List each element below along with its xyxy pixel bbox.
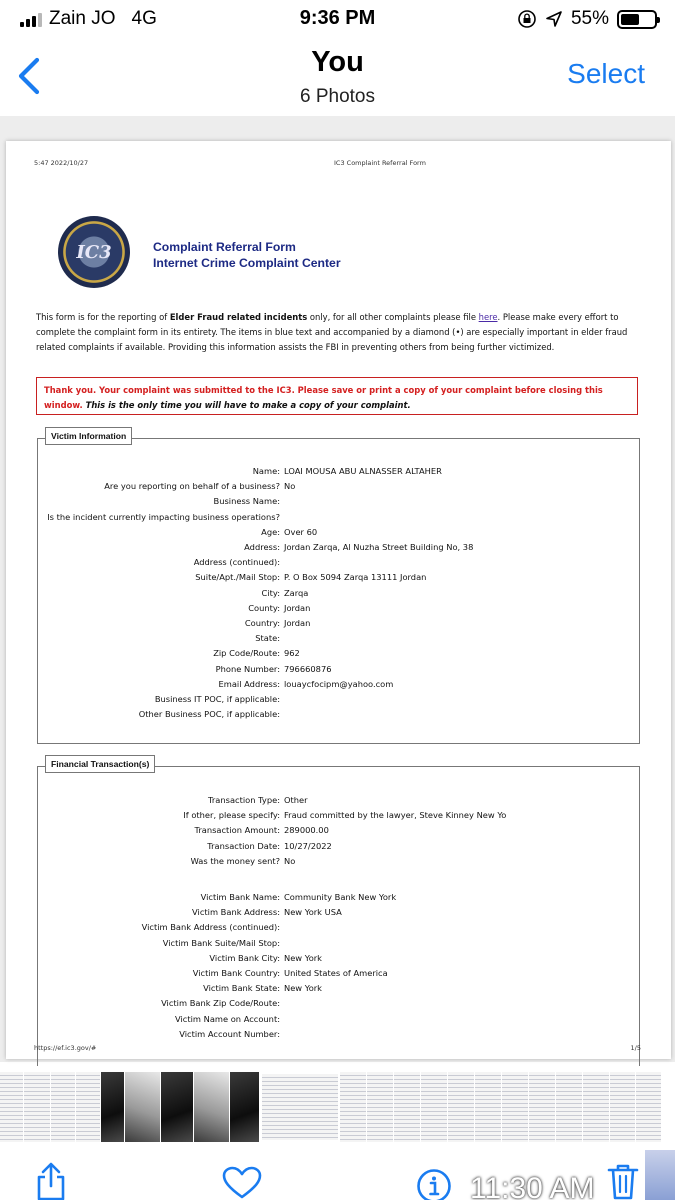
field-label: Victim Bank Country: [192,968,280,979]
form-field-row [38,555,639,570]
form-field-row [38,525,639,540]
field-value: No [284,481,296,492]
status-left [20,8,157,30]
field-label: Business Name: [213,496,280,507]
financial-fields [38,793,639,1042]
field-value: New York USA [284,907,342,918]
form-field-row [38,510,639,525]
field-label: Email Address: [218,678,280,689]
field-label: Victim Bank State: [203,983,280,994]
form-field-row [38,494,639,509]
field-value [280,555,550,570]
field-label: Name: [252,466,280,476]
thumbnail[interactable] [556,1072,583,1142]
field-label: Zip Code/Route: [213,648,280,659]
field-label: Transaction Type: [208,795,280,805]
transaction-fields [38,793,639,869]
form-field-row [38,839,639,854]
field-value: LOAI MOUSA ABU ALNASSER ALTAHER [284,466,442,476]
form-field-row [38,616,639,631]
field-value [280,936,550,951]
field-value: New York [284,952,322,963]
field-label: Address: [244,542,280,553]
field-label: Country: [244,618,280,629]
field-label: Victim Bank Name: [200,892,280,903]
thumbnail[interactable] [24,1072,51,1142]
field-label: Transaction Date: [207,840,280,851]
field-label: If other, please specify: [183,810,280,821]
form-field-row [38,905,639,920]
form-field-row [38,692,639,707]
form-field-row [38,1027,639,1042]
form-field-row [38,890,639,905]
form-field-row [38,951,639,966]
trash-icon[interactable] [606,1162,640,1200]
heart-icon[interactable] [222,1166,262,1200]
thumbnail[interactable] [636,1072,662,1142]
thumbnail[interactable] [529,1072,556,1142]
form-field-row [38,677,639,692]
field-label: Other Business POC, if applicable: [138,709,280,720]
form-field-row [38,920,639,935]
album-title: You [311,46,364,78]
form-field-row [38,540,639,555]
form-field-row [38,707,639,722]
submission-notice-dark: This is the only time you will have to make a copy of your complaint. [82,399,411,410]
form-title-line2: Internet Crime Complaint Center [153,256,341,270]
thumbnail[interactable] [194,1072,230,1142]
field-value: 289000.00 [284,825,329,836]
back-chevron-icon[interactable] [12,55,46,97]
select-button[interactable]: Select [567,58,645,89]
thumbnail[interactable] [448,1072,475,1142]
ic3-seal-logo [58,216,130,288]
field-value [280,692,550,707]
thumbnail[interactable] [125,1072,161,1142]
field-value: Zarqa [284,587,309,598]
form-field-row [38,570,639,585]
intro-text: This form is for the reporting of [36,312,170,322]
field-value [280,494,550,509]
field-label: Victim Bank Zip Code/Route: [161,998,280,1009]
thumbnail[interactable] [101,1072,125,1142]
info-icon[interactable] [416,1168,452,1200]
victim-fields [38,464,639,722]
field-label: Is the incident currently impacting business operations? [47,511,280,522]
field-value [280,631,550,646]
form-field-row [38,631,639,646]
field-value: P. O Box 5094 Zarqa 13111 Jordan [284,572,427,583]
thumbnail[interactable] [51,1072,76,1142]
form-intro-text [36,310,636,355]
thumbnail-selected[interactable] [260,1072,340,1142]
form-field-row [38,601,639,616]
field-label: Victim Bank Address: [192,907,280,918]
field-value: Fraud committed by the lawyer, Steve Kinney New Yo [284,810,507,821]
bottom-toolbar [0,1150,675,1200]
field-label: State: [255,633,280,644]
field-value [280,1027,550,1042]
field-label: Age: [261,526,280,537]
footer-url: https://ef.ic3.gov/# [34,1044,97,1052]
status-right [517,8,657,30]
thumbnail[interactable] [0,1072,24,1142]
thumbnail[interactable] [230,1072,260,1142]
form-field-row [38,966,639,981]
location-arrow-icon [545,10,563,28]
submission-notice [36,377,638,415]
form-field-row [38,793,639,808]
field-value: 796660876 [284,663,332,674]
field-label: County: [248,602,280,613]
form-field-row [38,936,639,951]
field-value: Other [284,795,308,805]
thumbnail[interactable] [610,1072,636,1142]
status-bar [0,0,675,40]
orientation-lock-icon [517,9,537,29]
victim-information-legend: Victim Information [45,427,132,445]
field-label: Victim Bank City: [209,952,280,963]
intro-bold-text: Elder Fraud related incidents [169,312,308,322]
photo-viewer[interactable] [0,116,675,1062]
thumbnail[interactable] [421,1072,448,1142]
field-value [280,920,550,935]
field-value [280,707,550,722]
field-value: 10/27/2022 [284,840,332,851]
field-value: Jordan [284,602,311,613]
field-label: Business IT POC, if applicable: [154,694,280,705]
financial-transactions-legend: Financial Transaction(s) [45,755,155,773]
field-label: Are you reporting on behalf of a business? [104,481,280,492]
field-value: Jordan [284,618,311,629]
carrier-name: Zain JO [49,8,116,29]
form-field-row [38,464,639,479]
battery-percent: 55% [570,8,609,29]
field-label: Victim Name on Account: [174,1013,280,1024]
form-field-row [38,854,639,869]
field-value: No [284,855,296,866]
thumbnail[interactable] [76,1072,101,1142]
form-field-row [38,586,639,601]
field-label: Address (continued): [193,557,280,568]
form-field-row [38,479,639,494]
screenshot-overlay-strip [645,1150,675,1200]
thumbnail[interactable] [502,1072,529,1142]
form-field-row [38,823,639,838]
document-footer [34,1044,641,1052]
field-value: Over 60 [284,526,318,537]
intro-link: here [478,312,498,322]
field-label: Was the money sent? [190,855,280,866]
footer-page-number: 1/5 [630,1044,641,1052]
thumbnail[interactable] [394,1072,421,1142]
print-title: IC3 Complaint Referral Form [334,159,426,167]
field-label: Transaction Amount: [194,825,280,836]
field-label: Phone Number: [215,663,280,674]
signal-strength-icon [20,11,42,27]
field-label: Suite/Apt./Mail Stop: [195,572,280,583]
field-value: Jordan Zarqa, Al Nuzha Street Building No, 38 [284,542,474,553]
overlay-timestamp: 11:30 AM [470,1172,595,1200]
form-field-row [38,646,639,661]
thumbnail[interactable] [583,1072,610,1142]
field-value: 962 [284,648,300,659]
thumbnail[interactable] [367,1072,394,1142]
field-value: Community Bank New York [284,892,397,903]
form-field-row [38,996,639,1011]
form-field-row [38,808,639,823]
seal-text: IC3 [76,241,112,263]
thumbnail[interactable] [340,1072,367,1142]
form-title [153,239,341,271]
form-field-row [38,662,639,677]
field-label: Victim Account Number: [179,1028,280,1039]
field-label: City: [261,587,280,598]
document-header [34,159,641,167]
share-icon[interactable] [34,1162,68,1200]
intro-text-3: . Please make every effort to complete the complaint form in its entirety. The items in blue text and accompanied by a diamond (•) are especially important in elder fraud related complaints if available. Providing this information assists the FBI in preventing others from being further victimized. [36,312,628,352]
thumbnail[interactable] [161,1072,194,1142]
status-time: 9:36 PM [299,7,376,29]
field-value [280,996,550,1011]
form-title-line1: Complaint Referral Form [153,240,296,254]
thumbnail[interactable] [475,1072,502,1142]
field-value [280,510,550,525]
form-field-row [38,1012,639,1027]
network-type: 4G [131,8,157,29]
photo-count: 6 Photos [300,86,375,107]
field-value: louaycfocipm@yahoo.com [284,678,394,689]
field-value [280,1012,550,1027]
submission-notice-red: Thank you. Your complaint was submitted to the IC3. Please save or print a copy of your complaint before closing this window. [44,385,603,410]
bank-fields [38,890,639,1042]
field-label: Victim Bank Address (continued): [141,922,280,933]
battery-icon [617,10,657,29]
financial-transactions-section [37,759,640,1066]
thumbnail-strip[interactable] [0,1072,675,1142]
document-photo [6,141,671,1059]
field-value: United States of America [284,968,388,979]
field-value: New York [284,983,322,994]
print-timestamp: 5:47 2022/10/27 [34,159,89,167]
form-field-row [38,981,639,996]
intro-text-2: only, for all other complaints please file [307,312,479,322]
field-label: Victim Bank Suite/Mail Stop: [162,937,280,948]
victim-information-section [37,431,640,744]
